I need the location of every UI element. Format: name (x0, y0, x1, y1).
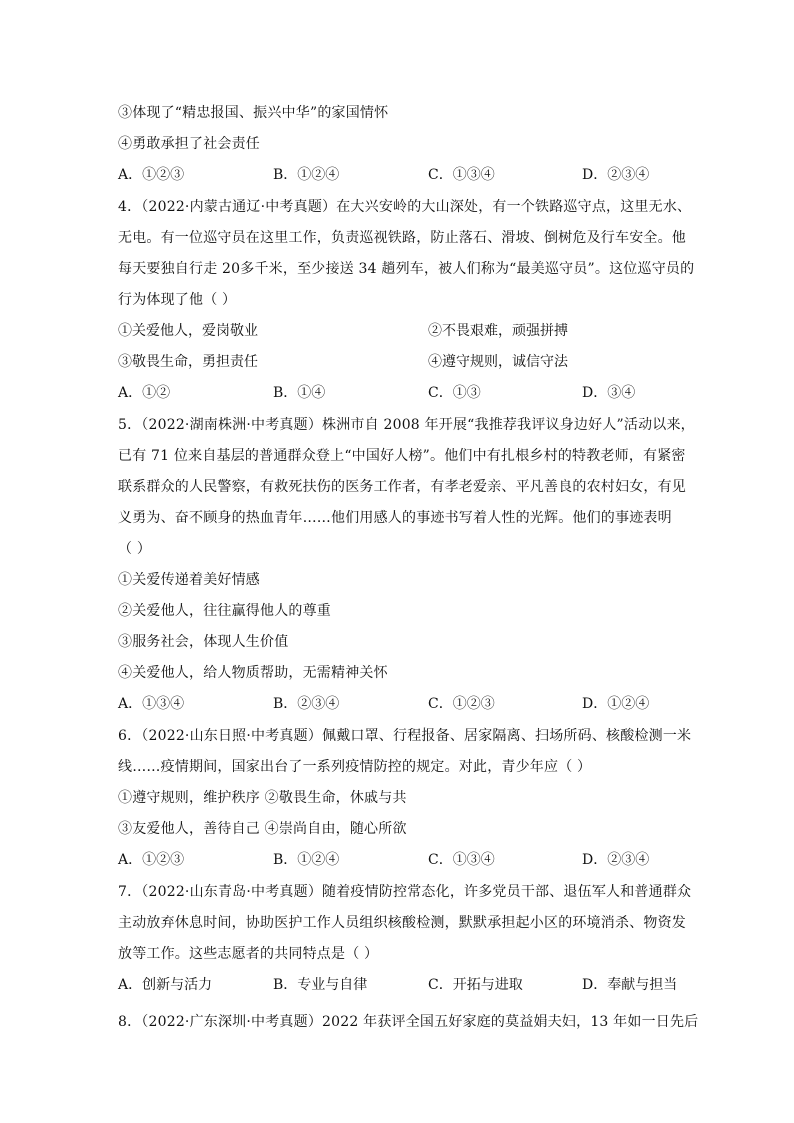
q4-stem-line-1: 4．（2022·内蒙古通辽·中考真题）在大兴安岭的大山深处，有一个铁路巡守点，这里无水、 (118, 199, 692, 215)
q6-stem-line-2: 线……疫情期间，国家出台了一系列疫情防控的规定。对此，青少年应（ ） (118, 759, 592, 775)
q5-item-3: ③服务社会，体现人生价值 (118, 634, 289, 650)
q3-item-4: ④勇敢承担了社会责任 (118, 136, 260, 152)
q4-item-1: ①关爱他人，爱岗敬业 (118, 323, 258, 339)
q5-stem-line-2: 已有 71 位来自基层的普通群众登上“中国好人榜”。他们中有扎根乡村的特教老师，有紧密 (118, 448, 686, 464)
q5-stem-line-5: （ ） (118, 541, 152, 557)
q4-option-b: B．①④ (273, 385, 326, 401)
q4-item-3: ③敬畏生命，勇担责任 (118, 354, 258, 370)
q6-option-b: B．①②④ (273, 852, 340, 868)
q6-items-line-2: ③友爱他人，善待自己 ④崇尚自由，随心所欲 (118, 821, 407, 837)
q6-option-c: C．①③④ (428, 852, 495, 868)
q6-option-d: D．②③④ (582, 852, 650, 868)
q7-option-c: C．开拓与进取 (428, 977, 523, 993)
q7-option-d: D．奉献与担当 (582, 977, 678, 993)
q5-stem-line-4: 义勇为、奋不顾身的热血青年……他们用感人的事迹书写着人性的光辉。他们的事迹表明 (118, 510, 672, 526)
q3-item-3: ③体现了“精忠报国、振兴中华”的家国情怀 (118, 105, 389, 121)
q6-option-a: A．①②③ (118, 852, 185, 868)
q7-stem-line-3: 放等工作。这些志愿者的共同特点是（ ） (118, 946, 379, 962)
q5-item-1: ①关爱传递着美好情感 (118, 572, 260, 588)
q4-stem-line-2: 无电。有一位巡守员在这里工作，负责巡视铁路，防止落石、滑坡、倒树危及行车安全。他 (118, 230, 686, 246)
q3-option-b: B．①②④ (273, 167, 340, 183)
q5-option-d: D．①②④ (582, 696, 650, 712)
q5-item-2: ②关爱他人，往往赢得他人的尊重 (118, 603, 331, 619)
q7-stem-line-2: 主动放弃休息时间，协助医护工作人员组织核酸检测，默默承担起小区的环境消杀、物资发 (118, 915, 686, 931)
q6-stem-line-1: 6．（2022·山东日照·中考真题）佩戴口罩、行程报备、居家隔离、扫场所码、核酸检测一米 (118, 728, 692, 744)
q3-option-c: C．①③④ (428, 167, 495, 183)
q6-items-line-1: ①遵守规则，维护秩序 ②敬畏生命，休戚与共 (118, 790, 407, 806)
q4-stem-line-4: 行为体现了他（ ） (118, 292, 237, 308)
q4-stem-line-3: 每天要独自行走 20多千米，至少接送 34 趟列车，被人们称为“最美巡守员”。这位巡守员的 (118, 261, 695, 277)
q7-stem-line-1: 7．（2022·山东青岛·中考真题）随着疫情防控常态化，许多党员干部、退伍军人和普通群众 (118, 884, 692, 900)
q4-option-d: D．③④ (582, 385, 636, 401)
q5-option-b: B．②③④ (273, 696, 340, 712)
q3-option-a: A．①②③ (118, 167, 185, 183)
q4-item-4: ④遵守规则，诚信守法 (428, 354, 568, 370)
q5-item-4: ④关爱他人，给人物质帮助，无需精神关怀 (118, 665, 388, 681)
q5-option-a: A．①③④ (118, 696, 185, 712)
q4-option-a: A．①② (118, 385, 171, 401)
q8-stem-line-1: 8．（2022·广东深圳·中考真题）2022 年获评全国五好家庭的莫益娟夫妇，13 年如一日先后 (118, 1014, 699, 1030)
q4-option-c: C．①③ (428, 385, 481, 401)
q5-option-c: C．①②③ (428, 696, 495, 712)
q5-stem-line-3: 联系群众的人民警察，有救死扶伤的医务工作者，有孝老爱亲、平凡善良的农村妇女，有见 (118, 479, 686, 495)
q4-item-2: ②不畏艰难，顽强拼搏 (428, 323, 568, 339)
q3-option-d: D．②③④ (582, 167, 650, 183)
q7-option-a: A．创新与活力 (118, 977, 213, 993)
q7-option-b: B．专业与自律 (273, 977, 368, 993)
q5-stem-line-1: 5．（2022·湖南株洲·中考真题）株洲市自 2008 年开展“我推荐我评议身边好人”活动以来， (118, 417, 695, 433)
